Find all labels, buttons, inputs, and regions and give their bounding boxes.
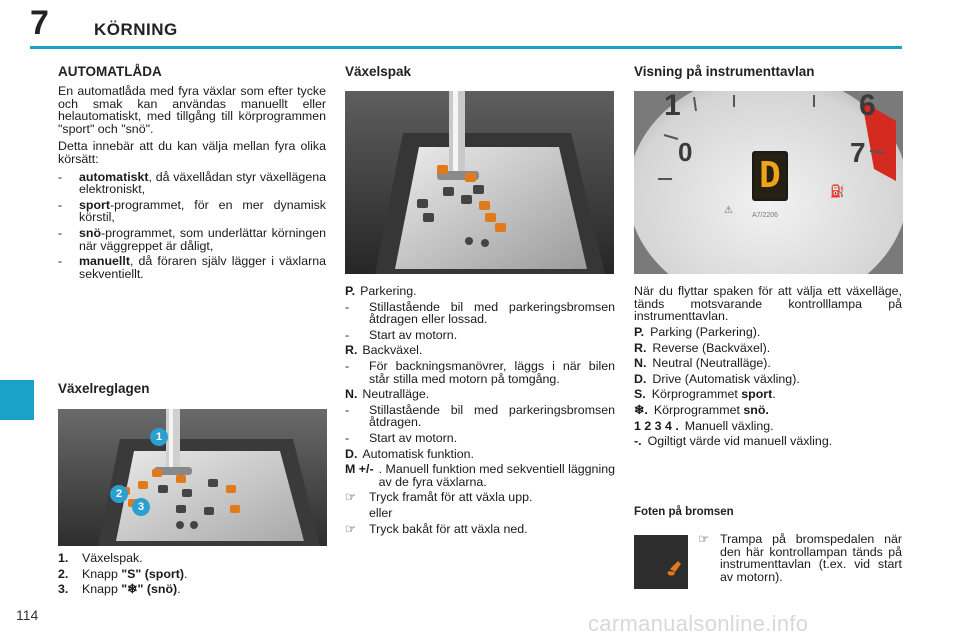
indicator-item: ❄. Körprogrammet snö. bbox=[634, 402, 769, 417]
indicator-item: 1 2 3 4 . Manuell växling. bbox=[634, 418, 774, 433]
page-number: 114 bbox=[16, 607, 39, 623]
watermark: carmanualsonline.info bbox=[588, 611, 809, 636]
gear-position-item: - Stillastående bil med parkeringsbromsen åtdragen eller lossad. bbox=[345, 299, 615, 327]
gear-position-item: R. Backväxel. bbox=[345, 343, 423, 358]
svg-text:⚠: ⚠ bbox=[724, 205, 733, 216]
mode-item: - sport-programmet, för en mer dynamisk körstil, bbox=[58, 197, 326, 225]
foot-on-brake-icon bbox=[634, 535, 688, 589]
callout-1: 1 bbox=[150, 428, 168, 446]
gear-position-item: - Stillastående bil med parkeringsbromsen åtdragen. bbox=[345, 402, 615, 430]
gear-positions-list bbox=[345, 285, 615, 538]
indicator-item: D. Drive (Automatisk växling). bbox=[634, 371, 800, 386]
mode-item: - automatiskt, då växellådan styr växellägena elektroniskt, bbox=[58, 169, 326, 197]
gear-lever-image bbox=[345, 91, 614, 274]
intro-paragraph-2: Detta innebär att du kan välja mellan fyra olika körsätt: bbox=[58, 139, 326, 166]
indicator-item: R. Reverse (Backväxel). bbox=[634, 340, 771, 355]
bullet-icon: ☞ bbox=[345, 521, 357, 536]
section-title-foten-pa-bromsen: Foten på bromsen bbox=[634, 506, 734, 518]
chapter-side-tab bbox=[0, 380, 34, 420]
indicator-item: N. Neutral (Neutralläge). bbox=[634, 356, 771, 371]
caption-item: 2. Knapp "S" (sport). bbox=[58, 566, 188, 581]
chapter-title: KÖRNING bbox=[94, 20, 178, 39]
gear-position-item: - Start av motorn. bbox=[345, 327, 458, 342]
gear-position-item: ☞ Tryck framåt för att växla upp. bbox=[345, 490, 533, 505]
caption-item: 1. Växelspak. bbox=[58, 551, 143, 565]
brake-warning-lamp bbox=[634, 535, 688, 589]
gear-position-item: - För backningsmanövrer, läggs i när bilen står stilla med motorn på tomgång. bbox=[345, 358, 615, 386]
indicator-item: S. Körprogrammet sport. bbox=[634, 387, 776, 402]
gear-display-digit: D bbox=[759, 155, 781, 196]
intro-paragraph-1: En automatlåda med fyra växlar som efter tycke och smak kan användas manuellt eller helautomatiskt, med tillgång till körprogrammen "sport" och "snö". bbox=[58, 84, 326, 136]
callout-2: 2 bbox=[110, 485, 128, 503]
gauge-number-1: 1 bbox=[664, 91, 681, 122]
section-title-automatlada: AUTOMATLÅDA bbox=[58, 64, 162, 79]
gear-position-item: ☞ Tryck bakåt för att växla ned. bbox=[345, 521, 528, 536]
gear-controls-captions bbox=[58, 552, 326, 599]
bullet-icon: ☞ bbox=[345, 490, 357, 505]
chapter-number: 7 bbox=[30, 4, 49, 42]
mode-item: - manuellt, då föraren själv lägger i växlarna sekventiellt. bbox=[58, 254, 326, 281]
section-title-vaxelreglagen: Växelreglagen bbox=[58, 381, 150, 396]
gear-position-item: N. Neutralläge. bbox=[345, 387, 430, 402]
callout-3: 3 bbox=[132, 498, 150, 516]
gauge-number-6: 6 bbox=[859, 91, 876, 122]
brake-instruction: ☞ Trampa på bromspedalen när den här kontrollampan tänds på instrumenttavlan (t.ex. vid start av motorn). bbox=[698, 532, 902, 584]
indicator-item: P. Parking (Parkering). bbox=[634, 325, 761, 339]
gauge-number-7: 7 bbox=[850, 137, 866, 168]
gear-position-item: D. Automatisk funktion. bbox=[345, 446, 474, 461]
instrument-gauge-image bbox=[634, 91, 903, 274]
display-intro: När du flyttar spaken för att välja ett växelläge, tänds motsvarande kontrolllampa på instrumenttavlan. bbox=[634, 284, 902, 324]
header-rule bbox=[30, 46, 902, 49]
gear-position-item: eller bbox=[369, 505, 393, 520]
svg-text:⛽: ⛽ bbox=[830, 184, 845, 198]
gear-controls-image bbox=[58, 409, 327, 546]
caption-item: 3. Knapp "❄" (snö). bbox=[58, 582, 181, 597]
gear-position-item: P. Parkering. bbox=[345, 284, 417, 298]
display-indicators-list bbox=[634, 326, 902, 451]
col1-intro bbox=[58, 85, 326, 283]
section-title-visning: Visning på instrumenttavlan bbox=[634, 64, 815, 79]
gauge-number-0: 0 bbox=[678, 137, 693, 167]
gear-position-item: M +/- . Manuell funktion med sekventiell läggning av de fyra växlarna. bbox=[345, 462, 615, 489]
indicator-item: -. Ogiltigt värde vid manuell växling. bbox=[634, 434, 833, 449]
bullet-icon: ☞ bbox=[698, 532, 710, 546]
mode-item: - snö-programmet, som underlättar körningen när väggreppet är dåligt, bbox=[58, 225, 326, 253]
gear-position-item: - Start av motorn. bbox=[345, 430, 458, 445]
gauge-code: A7/2206 bbox=[752, 212, 779, 219]
section-title-vaxelspak: Växelspak bbox=[345, 64, 412, 79]
driving-modes-list bbox=[58, 171, 326, 281]
